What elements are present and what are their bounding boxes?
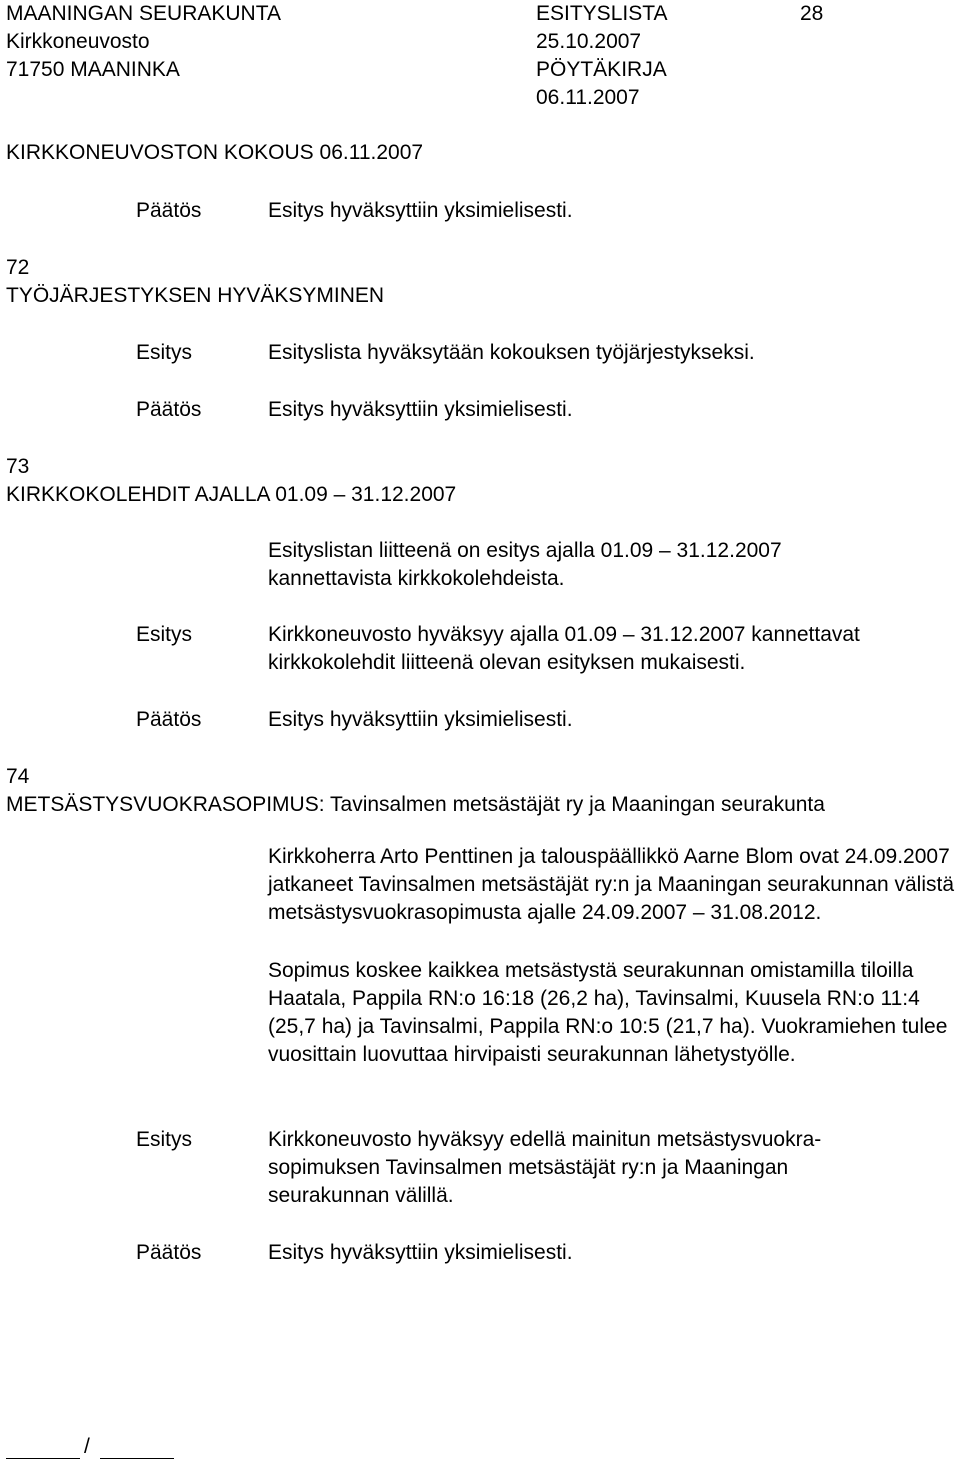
section-paragraph: Sopimus koskee kaikkea metsästystä seurakunnan omistamilla tiloilla Haatala, Pappila RN:o 16:18 (26,2 ha), Tavinsalmi, Kuusela RN:o 11:4 (25,7 ha) ja Tavinsalmi, Pappila RN:o 10:5 (21,7 ha). Vuokramiehen tulee vuosittain luovuttaa hirvipaisti seurakunnan lähetystyölle.	[268, 959, 948, 1066]
section-title: KIRKKOKOLEHDIT AJALLA 01.09 – 31.12.2007	[6, 483, 457, 506]
signature-line-left	[6, 1458, 80, 1459]
esitys-text: Esityslista hyväksytään kokouksen työjärjestykseksi.	[268, 341, 755, 364]
doc-type-minutes: PÖYTÄKIRJA	[536, 58, 667, 81]
esitys-label: Esitys	[136, 1128, 193, 1151]
section-number: 72	[6, 256, 30, 279]
section-paragraph: Kirkkoherra Arto Penttinen ja talouspäällikkö Aarne Blom ovat 24.09.2007 jatkaneet Tavinsalmen metsästäjät ry:n ja Maaningan seurakunnan välistä metsästysvuokrasopimusta ajalle 24.09.2007 – 31.08.2012.	[268, 845, 955, 924]
paatos-text: Esitys hyväksyttiin yksimielisesti.	[268, 199, 573, 222]
paatos-label: Päätös	[136, 199, 202, 222]
paatos-label: Päätös	[136, 398, 202, 421]
paatos-text: Esitys hyväksyttiin yksimielisesti.	[268, 1241, 573, 1264]
doc-type-agenda: ESITYSLISTA	[536, 2, 668, 25]
esitys-label: Esitys	[136, 341, 193, 364]
page-number: 28	[800, 2, 824, 25]
meeting-title: KIRKKONEUVOSTON KOKOUS 06.11.2007	[6, 141, 424, 164]
esitys-text: Kirkkoneuvosto hyväksyy edellä mainitun metsästysvuokra-sopimuksen Tavinsalmen metsästäjät ry:n ja Maaningan seurakunnan välillä.	[268, 1128, 822, 1207]
paatos-label: Päätös	[136, 708, 202, 731]
section-title: TYÖJÄRJESTYKSEN HYVÄKSYMINEN	[6, 284, 385, 307]
esitys-text: Kirkkoneuvosto hyväksyy ajalla 01.09 – 31.12.2007 kannettavat kirkkokolehdit liitteenä olevan esityksen mukaisesti.	[268, 623, 860, 674]
section-number: 74	[6, 765, 30, 788]
postal-address: 71750 MAANINKA	[6, 58, 180, 81]
minutes-date: 06.11.2007	[536, 86, 640, 109]
section-number: 73	[6, 455, 30, 478]
paatos-label: Päätös	[136, 1241, 202, 1264]
agenda-date: 25.10.2007	[536, 30, 642, 53]
paatos-text: Esitys hyväksyttiin yksimielisesti.	[268, 398, 573, 421]
esitys-label: Esitys	[136, 623, 193, 646]
signature-separator: /	[84, 1435, 90, 1458]
body-name: Kirkkoneuvosto	[6, 30, 150, 53]
paatos-text: Esitys hyväksyttiin yksimielisesti.	[268, 708, 573, 731]
section-intro: Esityslistan liitteenä on esitys ajalla 01.09 – 31.12.2007 kannettavista kirkkokolehdeista.	[268, 539, 782, 590]
signature-line-right	[100, 1458, 174, 1459]
section-title: METSÄSTYSVUOKRASOPIMUS: Tavinsalmen metsästäjät ry ja Maaningan seurakunta	[6, 793, 825, 816]
org-name: MAANINGAN SEURAKUNTA	[6, 2, 281, 25]
